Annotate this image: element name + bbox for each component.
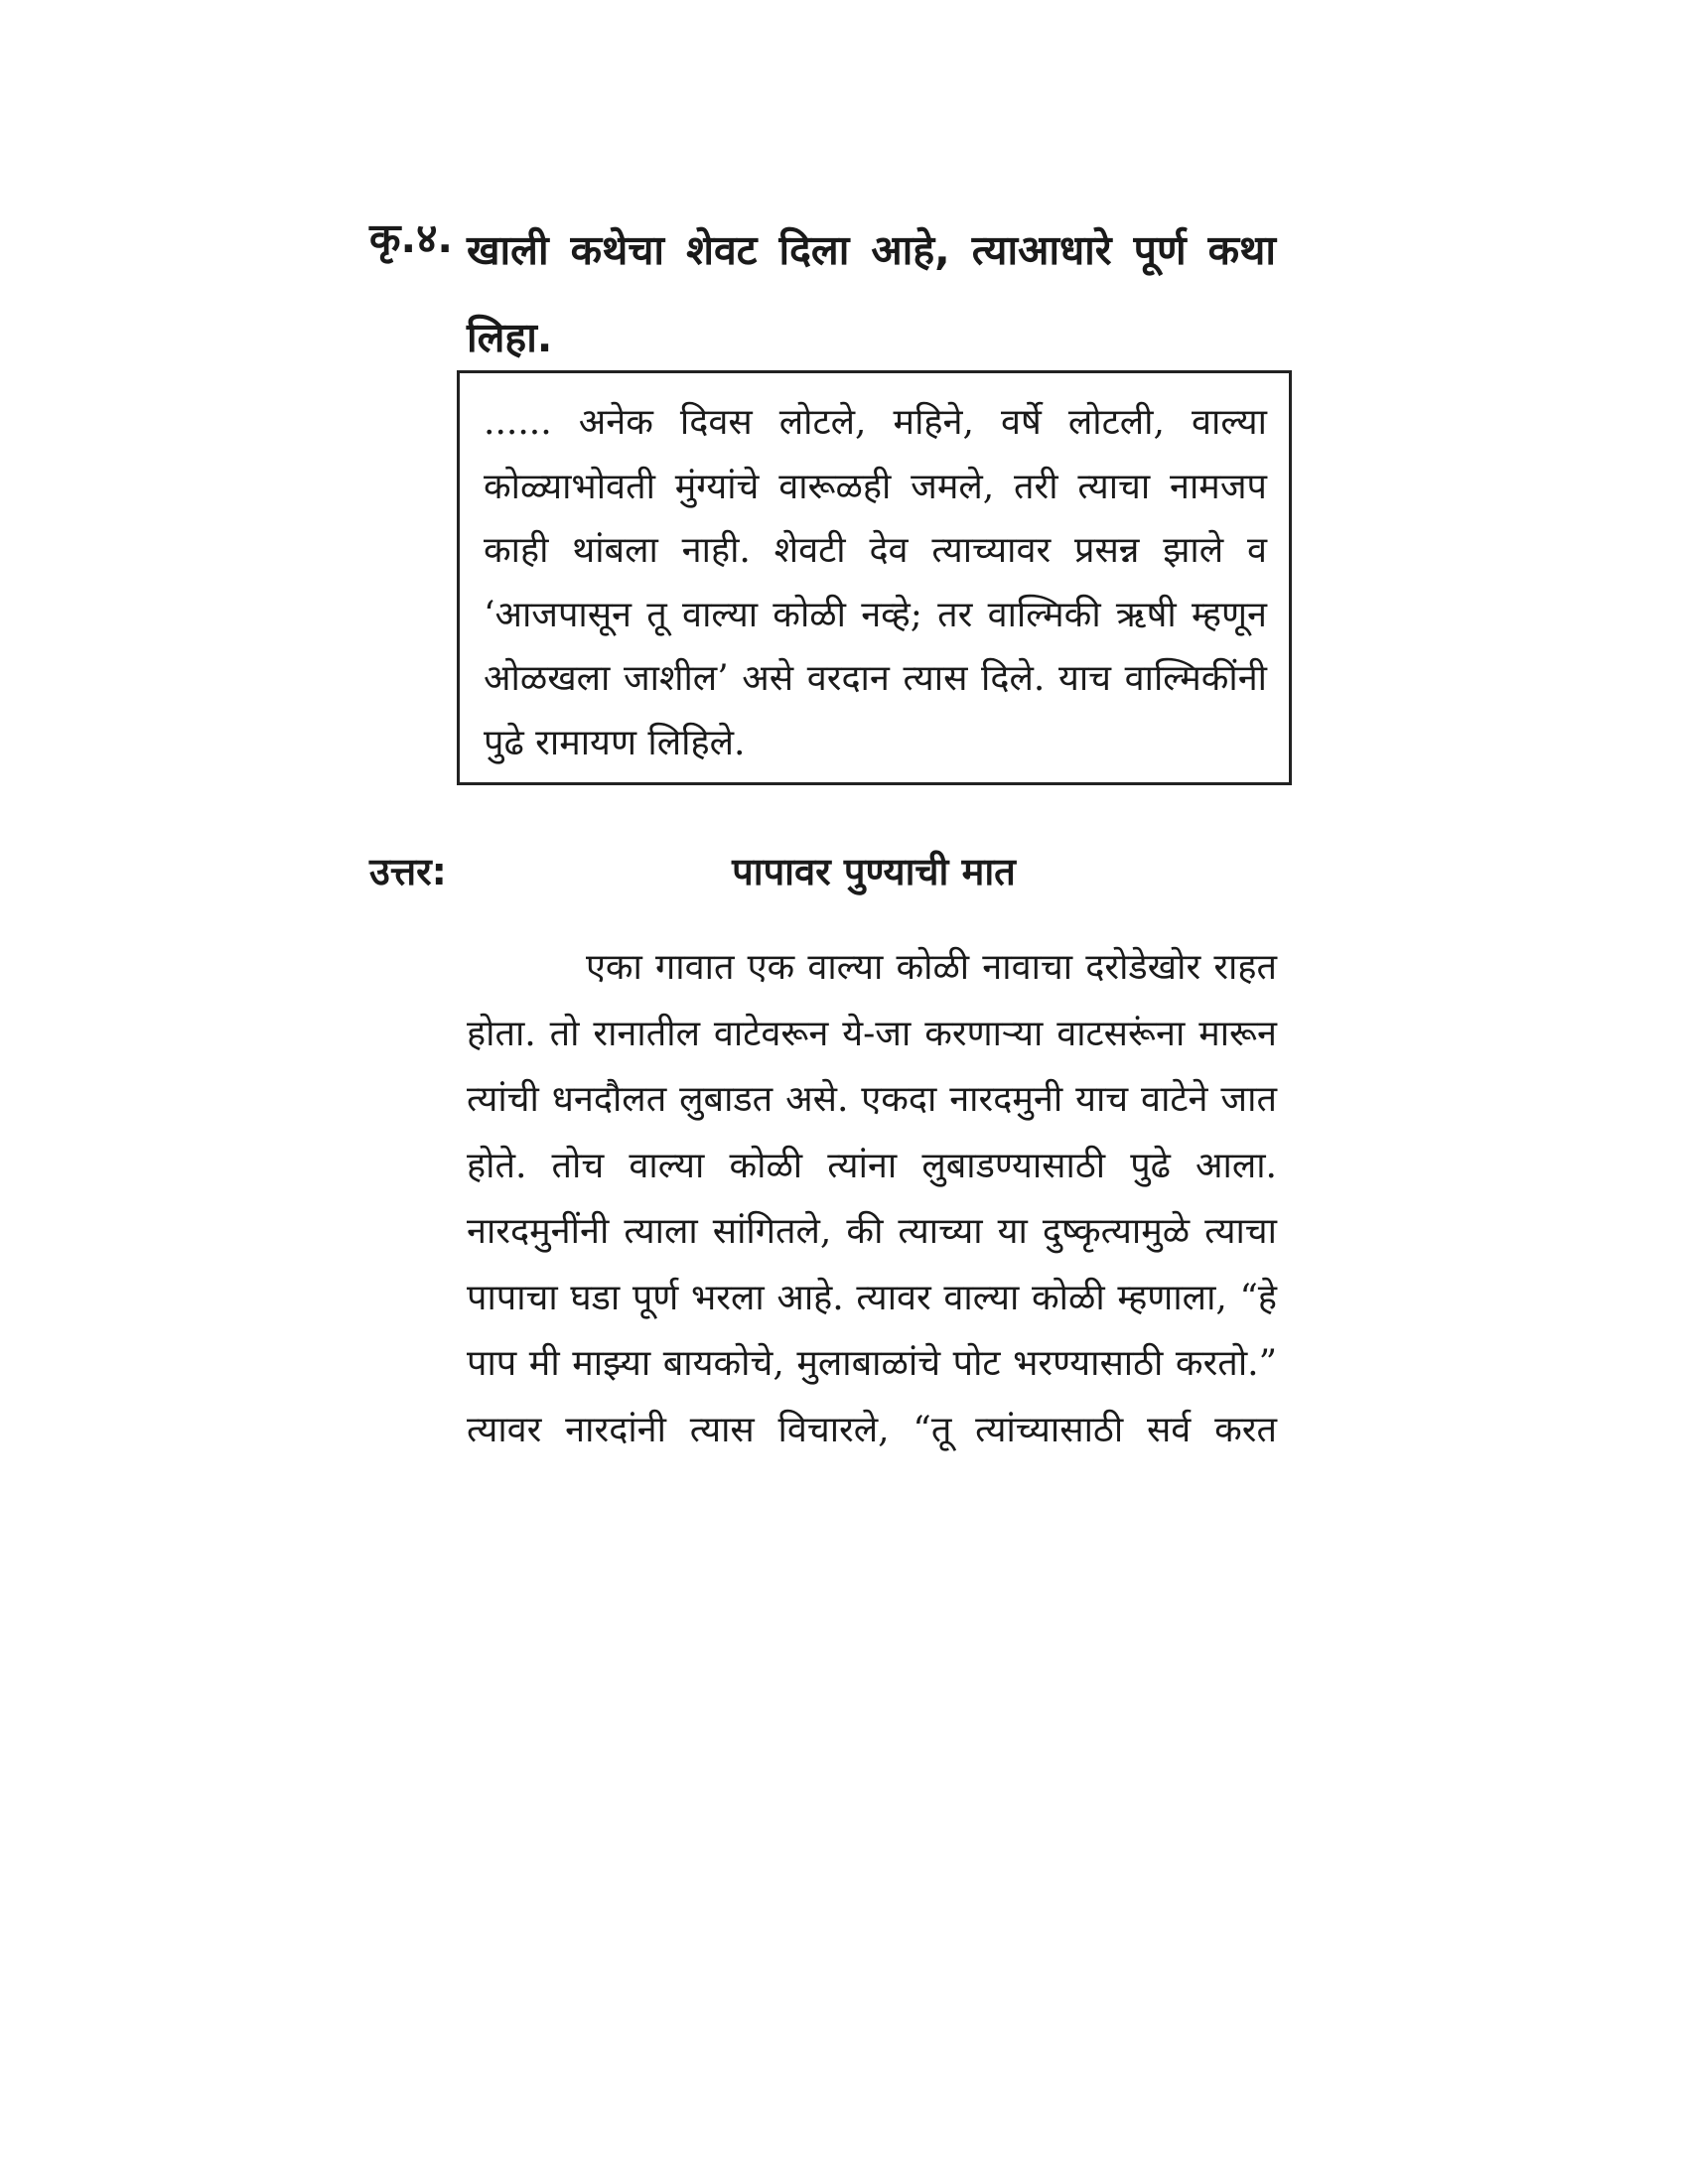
answer-paragraph: एका गावात एक वाल्या कोळी नावाचा दरोडेखोर राहत होता. तो रानातील वाटेवरून ये-जा करणाऱ्या वाटसरूंना मारून त्यांची धनदौलत लुबाडत असे. एकदा नारदमुनी याच वाटेने जात होते. तोच वाल्या कोळी त्यांना लुबाडण्यासाठी पुढे आला. नारदमुनींनी त्याला सांगितले, की त्याच्या या दुष्कृत्यामुळे त्याचा पापाचा घडा पूर्ण भरला आहे. त्यावर वाल्या कोळी म्हणाला, “हे पाप मी माझ्या बायकोचे, मुलाबाळांचे पोट भरण्यासाठी करतो.” त्यावर नारदांनी त्यास विचारले, “तू त्यांच्यासाठी सर्व करत [467, 947, 1277, 1450]
question-text: खाली कथेचा शेवट दिला आहे, त्याआधारे पूर्ण कथा लिहा. [467, 226, 1276, 361]
question-number: कृ.४. [369, 214, 453, 262]
answer-body [467, 935, 1277, 1463]
story-ending-box [457, 370, 1292, 785]
answer-title: पापावर पुण्याची मात [732, 850, 1016, 893]
answer-label: उत्तर: [369, 850, 447, 893]
story-ending-text: ...... अनेक दिवस लोटले, महिने, वर्षे लोटली, वाल्या कोळ्याभोवती मुंग्यांचे वारूळही जमले, तरी त्याचा नामजप काही थांबला नाही. शेवटी देव त्याच्यावर प्रसन्न झाले व ‘आजपासून तू वाल्या कोळी नव्हे; तर वाल्मिकी ऋषी म्हणून ओळखला जाशील’ असे वरदान त्यास दिले. याच वाल्मिकींनी पुढे रामायण लिहिले. [484, 402, 1267, 763]
